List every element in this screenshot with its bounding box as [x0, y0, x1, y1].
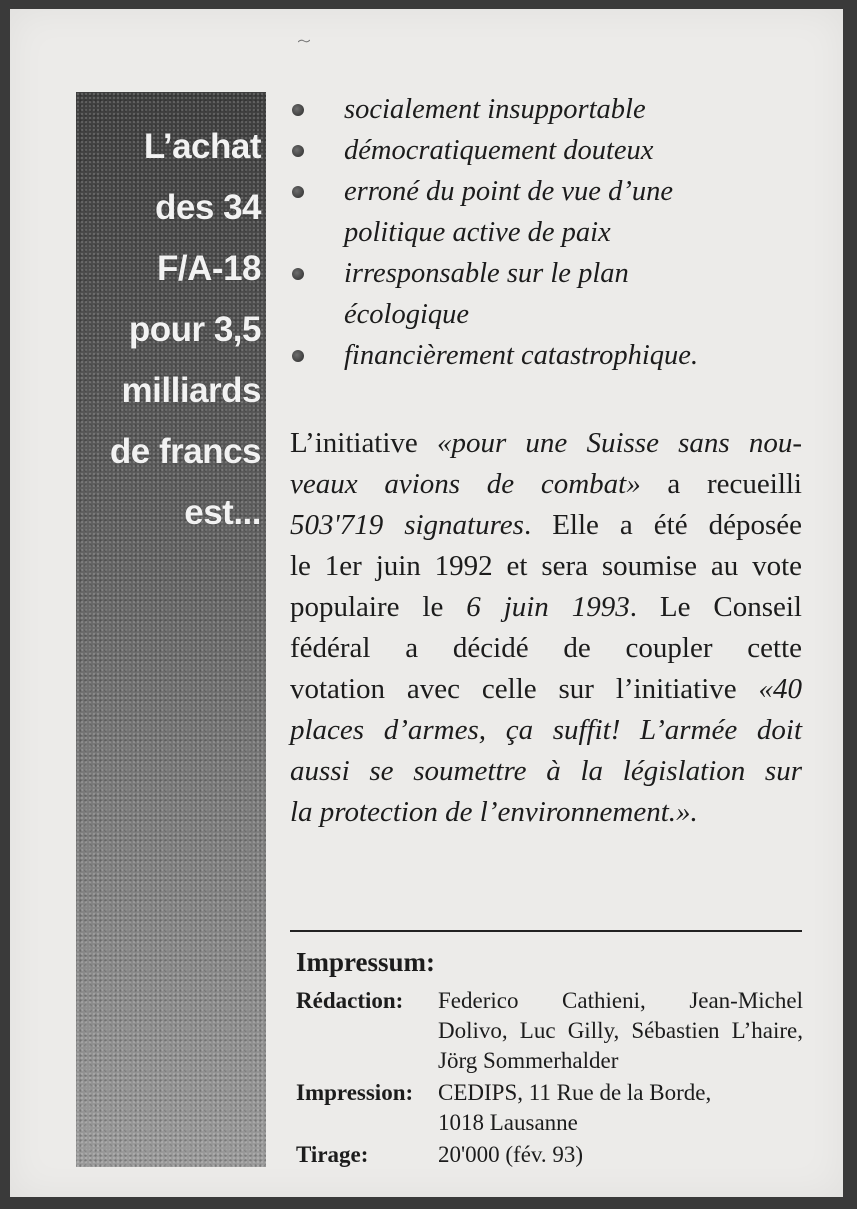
body-text-run: a recueilli: [640, 468, 802, 500]
body-text-run: populaire le: [290, 591, 467, 623]
body-line: [290, 505, 802, 546]
bullet-dot-icon: [292, 145, 304, 157]
second-initiative-title: la protection de l’environnement.».: [290, 796, 698, 828]
bullet-list: [290, 89, 790, 376]
bullet-continuation: [290, 212, 790, 253]
body-text-run: . Le Conseil: [629, 591, 802, 623]
redaction-line: Federico Cathieni, Jean-Michel: [438, 988, 803, 1013]
second-initiative-title: places d’armes, ça suffit! L’armée doit: [290, 714, 802, 746]
tirage-value: [438, 1140, 803, 1170]
initiative-title: veaux avions de combat»: [290, 468, 641, 500]
ink-speck: [298, 39, 310, 43]
headline-line: de francs: [109, 432, 261, 471]
redaction-line: Jörg Sommerhalder: [438, 1048, 619, 1073]
headline-line: pour 3,5: [128, 310, 261, 349]
body-text-run: . Elle a été déposée: [523, 509, 802, 541]
bullet-item: [290, 171, 790, 212]
bullet-text: écologique: [344, 299, 470, 330]
flyer-page: [10, 9, 843, 1197]
redaction-value: [438, 986, 803, 1076]
bullet-dot-icon: [292, 104, 304, 116]
body-text-run: L’initiative: [290, 427, 437, 459]
bullet-item: [290, 130, 790, 171]
body-line: [290, 464, 802, 505]
body-line: le 1er juin 1992 et sera soumise au vote: [290, 550, 802, 582]
body-line: fédéral a décidé de coupler cette: [290, 632, 802, 664]
impression-label: Impression:: [296, 1080, 414, 1105]
bullet-item: [290, 89, 790, 130]
body-line: [290, 669, 802, 710]
bullet-text: démocratiquement douteux: [344, 135, 654, 166]
redaction-line: Dolivo, Luc Gilly, Sébastien L’haire,: [438, 1018, 803, 1043]
body-text-run: votation avec celle sur l’initiative: [290, 673, 759, 705]
tirage-label: Tirage:: [296, 1142, 369, 1167]
tirage-line: 20'000 (fév. 93): [438, 1142, 584, 1167]
second-initiative-title: «40: [758, 673, 802, 705]
impression-line: CEDIPS, 11 Rue de la Borde,: [438, 1080, 712, 1105]
headline-line: milliards: [121, 371, 261, 410]
second-initiative-title: aussi se soumettre à la législation sur: [290, 755, 802, 787]
bullet-text: socialement insupportable: [344, 94, 646, 125]
bullet-text: erroné du point de vue d’une: [344, 176, 673, 207]
impressum-title: Impressum:: [296, 947, 436, 977]
divider: [290, 930, 802, 932]
sidebar-headline: [110, 116, 261, 543]
bullet-text: politique active de paix: [344, 217, 611, 248]
bullet-dot-icon: [292, 268, 304, 280]
vote-date: 6 juin 1993: [466, 591, 630, 623]
redaction-label: Rédaction:: [296, 988, 404, 1013]
headline-line: L’achat: [143, 127, 261, 166]
headline-line: F/A-18: [157, 249, 261, 288]
signature-count: 503'719 signatures: [290, 509, 524, 541]
impression-line: 1018 Lausanne: [438, 1110, 578, 1135]
impression-value: [438, 1078, 803, 1138]
body-paragraph: [290, 423, 802, 833]
sidebar-panel: [76, 92, 266, 1167]
headline-line: est...: [184, 493, 261, 532]
bullet-text: financièrement catastrophique.: [344, 340, 699, 371]
body-line: [290, 587, 802, 628]
bullet-dot-icon: [292, 350, 304, 362]
bullet-dot-icon: [292, 186, 304, 198]
body-line: [290, 423, 802, 464]
bullet-item: [290, 335, 790, 376]
bullet-text: irresponsable sur le plan: [344, 258, 629, 289]
bullet-continuation: [290, 294, 790, 335]
headline-line: des 34: [155, 188, 261, 227]
initiative-title: «pour une Suisse sans nou-: [436, 427, 803, 459]
bullet-item: [290, 253, 790, 294]
